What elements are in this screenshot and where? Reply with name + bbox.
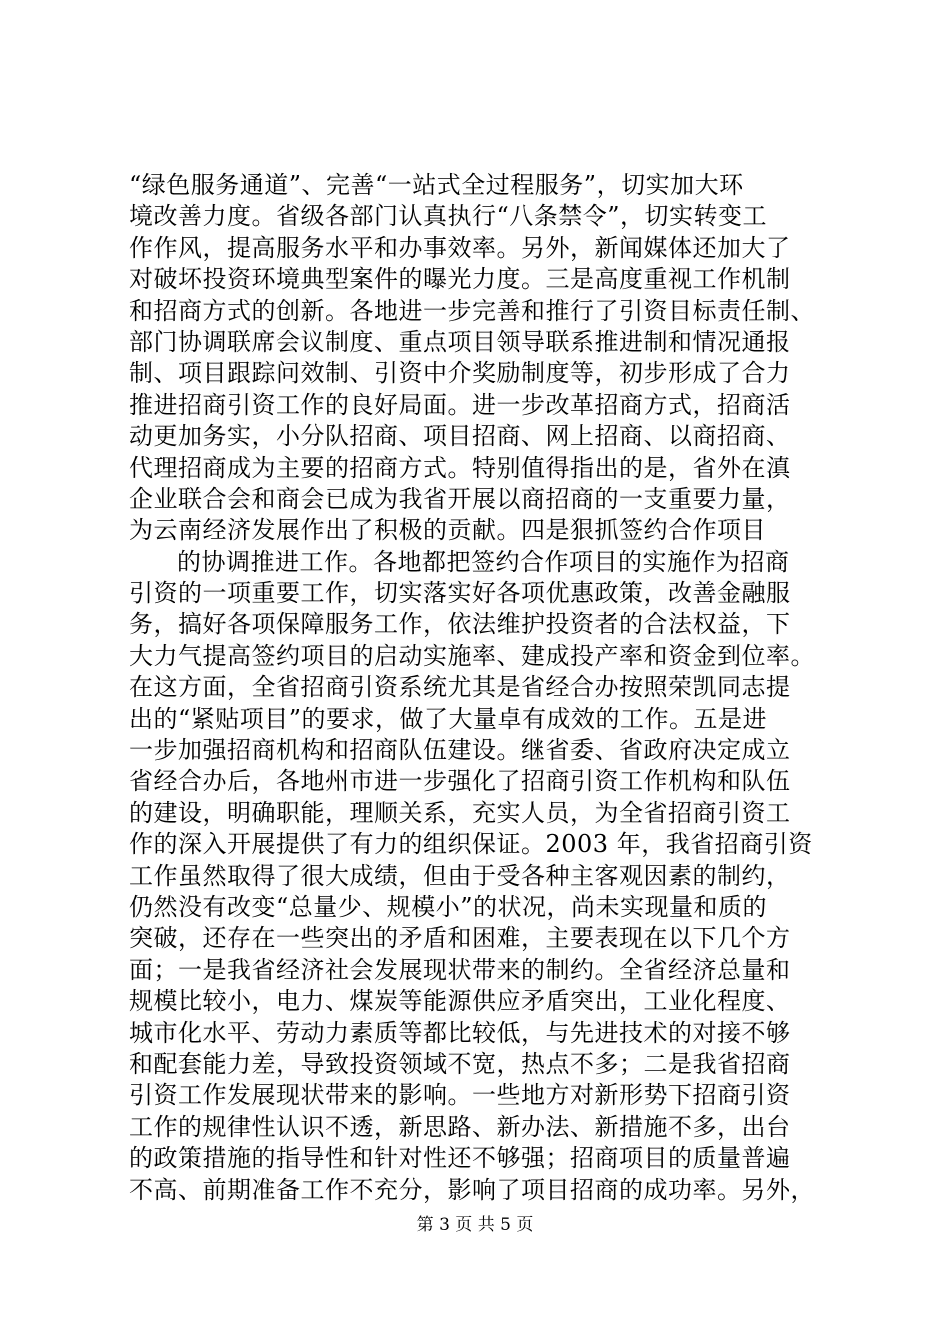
text-line: 仍然没有改变“总量少、规模小”的状况，尚未实现量和质的 xyxy=(129,892,768,921)
text-line: 部门协调联席会议制度、重点项目领导联系推进制和情况通报 xyxy=(129,327,791,356)
text-line: 省经合办后，各地州市进一步强化了招商引资工作机构和队伍 xyxy=(129,767,791,796)
text-line: 的建设，明确职能，理顺关系，充实人员，为全省招商引资工 xyxy=(129,798,791,827)
text-line: 规模比较小，电力、煤炭等能源供应矛盾突出，工业化程度、 xyxy=(129,987,791,1016)
text-line: “绿色服务通道”、完善“一站式全过程服务”，切实加大环 xyxy=(129,171,744,199)
text-line: 面；一是我省经济社会发展现状带来的制约。全省经济总量和 xyxy=(129,955,791,984)
text-line: 突破，还存在一些突出的矛盾和困难，主要表现在以下几个方 xyxy=(129,924,791,953)
text-line: 为云南经济发展作出了积极的贡献。四是狠抓签约合作项目 xyxy=(129,516,766,545)
text-line: 引资工作发展现状带来的影响。一些地方对新形势下招商引资 xyxy=(129,1081,791,1110)
text-line: 不高、前期准备工作不充分，影响了项目招商的成功率。另外， xyxy=(129,1175,815,1204)
text-line: 代理招商成为主要的招商方式。特别值得指出的是，省外在滇 xyxy=(129,453,791,482)
text-line: 一步加强招商机构和招商队伍建设。继省委、省政府决定成立 xyxy=(129,736,791,765)
text-line: 作作风，提高服务水平和办事效率。另外，新闻媒体还加大了 xyxy=(129,233,791,262)
text-line: 动更加务实，小分队招商、项目招商、网上招商、以商招商、 xyxy=(129,422,791,451)
text-line: 的政策措施的指导性和针对性还不够强；招商项目的质量普遍 xyxy=(129,1144,791,1173)
text-line: 工作虽然取得了很大成绩，但由于受各种主客观因素的制约， xyxy=(129,861,791,890)
text-line-indented: 的协调推进工作。各地都把签约合作项目的实施作为招商 xyxy=(177,547,790,576)
text-line: 出的“紧贴项目”的要求，做了大量卓有成效的工作。五是进 xyxy=(129,704,768,733)
text-line: 和招商方式的创新。各地进一步完善和推行了引资目标责任制、 xyxy=(129,296,815,325)
page-number-label: 第 3 页 共 5 页 xyxy=(416,1215,534,1235)
text-line: 对破坏投资环境典型案件的曝光力度。三是高度重视工作机制 xyxy=(129,265,791,294)
text-line: 和配套能力差，导致投资领域不宽，热点不多；二是我省招商 xyxy=(129,1049,791,1078)
body-text xyxy=(129,170,849,1206)
text-line: 引资的一项重要工作，切实落实好各项优惠政策，改善金融服 xyxy=(129,579,791,608)
text-line: 务，搞好各项保障服务工作，依法维护投资者的合法权益，下 xyxy=(129,610,791,639)
page-footer xyxy=(0,1214,950,1236)
text-line: 企业联合会和商会已成为我省开展以商招商的一支重要力量， xyxy=(129,484,791,513)
text-line: 境改善力度。省级各部门认真执行“八条禁令”，切实转变工 xyxy=(129,202,768,231)
text-line: 大力气提高签约项目的启动实施率、建成投产率和资金到位率。 xyxy=(129,641,815,670)
text-line: 在这方面，全省招商引资系统尤其是省经合办按照荣凯同志提 xyxy=(129,673,791,702)
text-line: 作的深入开展提供了有力的组织保证。2003 年，我省招商引资 xyxy=(129,830,813,859)
text-line: 工作的规律性认识不透，新思路、新办法、新措施不多，出台 xyxy=(129,1112,791,1141)
text-line: 推进招商引资工作的良好局面。进一步改革招商方式，招商活 xyxy=(129,390,791,419)
text-line: 制、项目跟踪问效制、引资中介奖励制度等，初步形成了合力 xyxy=(129,359,791,388)
text-line: 城市化水平、劳动力素质等都比较低，与先进技术的对接不够 xyxy=(129,1018,791,1047)
